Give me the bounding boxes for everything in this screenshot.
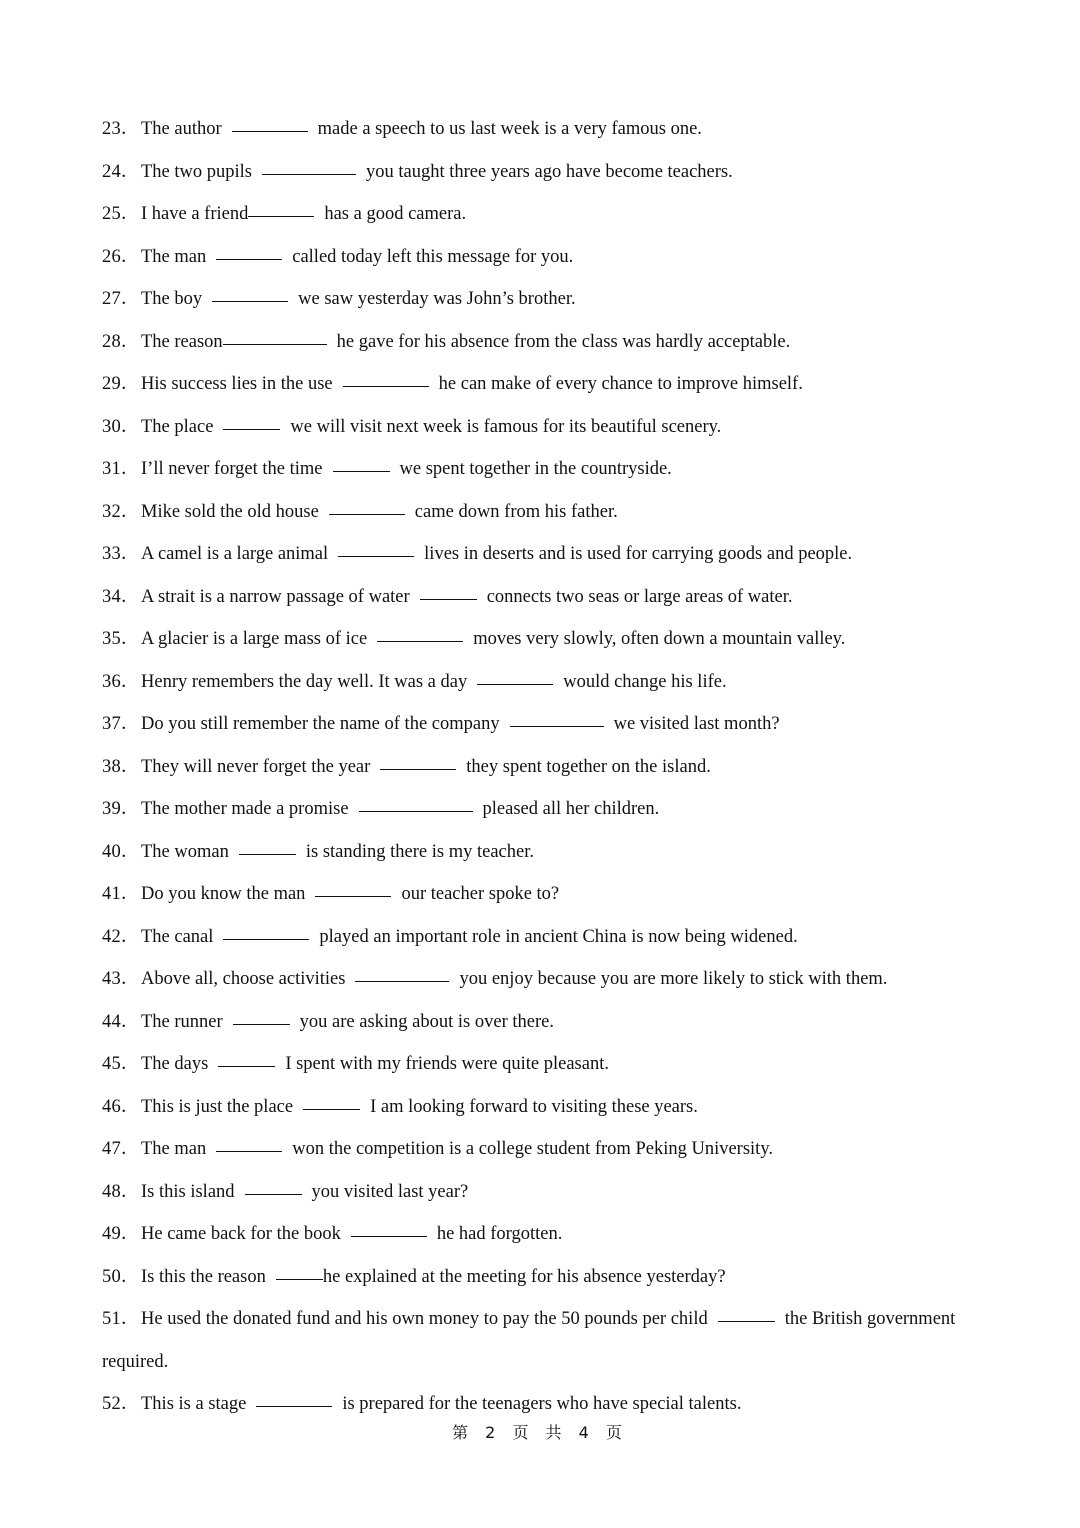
question-text-after: has a good camera. (324, 204, 467, 224)
question-text-after: we will visit next week is famous for its beautiful scenery. (290, 416, 722, 437)
question-text-after: made a speech to us last week is a very famous one. (317, 119, 702, 139)
question-text-after: they spent together on the island. (466, 756, 711, 777)
question-item (102, 576, 1002, 619)
question-item (102, 363, 1002, 406)
question-item (102, 831, 1002, 874)
answer-blank[interactable] (315, 895, 391, 897)
question-number: 44． (102, 1011, 140, 1032)
question-text-before: Do you know the man (141, 884, 306, 904)
answer-blank[interactable] (276, 1278, 323, 1280)
question-text-before: The mother made a promise (141, 799, 349, 819)
question-text-before: The author (141, 119, 222, 139)
answer-blank[interactable] (223, 343, 327, 345)
question-item (102, 151, 1002, 194)
answer-blank[interactable] (420, 598, 477, 600)
answer-blank[interactable] (218, 1065, 275, 1067)
answer-blank[interactable] (248, 215, 314, 217)
page-footer: 第 2 页 共 4 页 (452, 1423, 628, 1442)
answer-blank[interactable] (477, 683, 553, 685)
question-text-before: The man (141, 1139, 207, 1159)
question-item (102, 193, 1002, 236)
question-item (102, 448, 1002, 491)
question-number: 26． (102, 246, 140, 267)
answer-blank[interactable] (338, 555, 414, 557)
question-number: 42． (102, 926, 140, 947)
question-number: 39． (102, 799, 140, 819)
question-text-before: I have a friend (141, 204, 249, 224)
question-text-after: I spent with my friends were quite pleasant. (285, 1054, 609, 1074)
answer-blank[interactable] (359, 810, 473, 812)
answer-blank[interactable] (223, 938, 309, 940)
question-text-before: A strait is a narrow passage of water (141, 586, 410, 607)
question-list (102, 108, 1002, 1426)
question-text-after: is standing there is my teacher. (305, 841, 534, 862)
answer-blank[interactable] (329, 513, 405, 515)
answer-blank[interactable] (239, 853, 296, 855)
answer-blank[interactable] (351, 1235, 427, 1237)
question-text-after: he explained at the meeting for his absence yesterday? (322, 1266, 726, 1287)
answer-blank[interactable] (223, 428, 280, 430)
answer-blank[interactable] (333, 470, 390, 472)
question-text-after: pleased all her children. (482, 799, 660, 819)
question-item (102, 321, 1002, 364)
answer-blank[interactable] (232, 130, 308, 132)
question-item (102, 1128, 1002, 1171)
question-number: 33． (102, 544, 140, 564)
question-item (102, 618, 1002, 661)
question-text-before: Do you still remember the name of the company (141, 714, 500, 734)
answer-blank[interactable] (380, 768, 456, 770)
answer-blank[interactable] (355, 980, 449, 982)
question-number: 37． (102, 714, 140, 734)
question-number: 40． (102, 841, 140, 862)
question-text-after: the British government (784, 1309, 956, 1329)
question-number: 38． (102, 756, 140, 777)
question-item (102, 1298, 1002, 1383)
question-number: 24． (102, 161, 140, 182)
question-text-before: The place (141, 416, 214, 437)
question-text-before: The canal (141, 926, 214, 947)
question-item (102, 703, 1002, 746)
question-text-before: The two pupils (141, 161, 252, 182)
question-number: 43． (102, 969, 140, 989)
question-text-after: called today left this message for you. (292, 246, 574, 267)
question-text-after: you enjoy because you are more likely to stick with them. (459, 969, 888, 989)
question-text-before: A glacier is a large mass of ice (141, 629, 368, 649)
question-text-after: he had forgotten. (436, 1224, 563, 1244)
question-number: 45． (102, 1054, 140, 1074)
question-item (102, 788, 1002, 831)
question-item (102, 278, 1002, 321)
question-text-after: we saw yesterday was John’s brother. (298, 289, 576, 309)
question-text-before: The runner (141, 1011, 223, 1032)
question-item (102, 1001, 1002, 1044)
question-item (102, 661, 1002, 704)
answer-blank[interactable] (216, 258, 282, 260)
question-number: 30． (102, 416, 140, 437)
answer-blank[interactable] (343, 385, 429, 387)
question-text-after: he gave for his absence from the class was hardly acceptable. (336, 331, 791, 352)
question-text-after: won the competition is a college student from Peking University. (292, 1139, 773, 1159)
question-text-before: He used the donated fund and his own money to pay the 50 pounds per child (141, 1309, 708, 1329)
question-text-before: The woman (141, 841, 229, 862)
question-text-after: is prepared for the teenagers who have special talents. (342, 1394, 742, 1414)
question-text-before: His success lies in the use (141, 374, 333, 394)
question-item (102, 873, 1002, 916)
answer-blank[interactable] (262, 173, 356, 175)
answer-blank[interactable] (377, 640, 463, 642)
question-text-before: The man (141, 246, 207, 267)
answer-blank[interactable] (718, 1320, 775, 1322)
question-text-after: our teacher spoke to? (401, 884, 560, 904)
question-item (102, 108, 1002, 151)
question-number: 49． (102, 1224, 140, 1244)
question-text-after: I am looking forward to visiting these years. (370, 1096, 698, 1117)
question-text-before: Henry remembers the day well. It was a day (141, 671, 468, 692)
question-number: 50． (102, 1266, 140, 1287)
question-text-after: played an important role in ancient China is now being widened. (319, 926, 798, 947)
question-text-before: Is this island (141, 1181, 235, 1202)
question-text-before: Mike sold the old house (141, 501, 319, 522)
question-text-before: Above all, choose activities (141, 969, 346, 989)
question-item (102, 958, 1002, 1001)
question-text-before: He came back for the book (141, 1224, 341, 1244)
question-number: 46． (102, 1096, 140, 1117)
question-text-before: A camel is a large animal (141, 544, 329, 564)
question-text-after: he can make of every chance to improve himself. (438, 374, 803, 394)
question-item (102, 406, 1002, 449)
answer-blank[interactable] (216, 1150, 282, 1152)
question-number: 28． (102, 331, 140, 352)
answer-blank[interactable] (245, 1193, 302, 1195)
question-item (102, 236, 1002, 279)
answer-blank[interactable] (303, 1108, 360, 1110)
question-text-after: you visited last year? (311, 1181, 469, 1202)
question-number: 35． (102, 629, 140, 649)
question-number: 29． (102, 374, 140, 394)
answer-blank[interactable] (510, 725, 604, 727)
question-number: 52． (102, 1394, 140, 1414)
question-number: 27． (102, 289, 140, 309)
question-number: 47． (102, 1139, 140, 1159)
question-text-before: Is this the reason (141, 1266, 266, 1287)
question-text-before: This is just the place (141, 1096, 294, 1117)
question-number: 32． (102, 501, 140, 522)
answer-blank[interactable] (212, 300, 288, 302)
question-item (102, 1213, 1002, 1256)
question-item (102, 533, 1002, 576)
question-text-before: The reason (141, 331, 223, 352)
question-number: 31． (102, 459, 140, 479)
question-item (102, 1043, 1002, 1086)
question-text-after: moves very slowly, often down a mountain valley. (473, 629, 846, 649)
question-text-after: you taught three years ago have become teachers. (366, 161, 733, 182)
question-item (102, 1086, 1002, 1129)
question-number: 25． (102, 204, 140, 224)
question-text-after: lives in deserts and is used for carrying goods and people. (424, 544, 853, 564)
answer-blank[interactable] (256, 1405, 332, 1407)
question-text-after: you are asking about is over there. (299, 1011, 554, 1032)
question-number: 41． (102, 884, 140, 904)
question-text-before: The days (141, 1054, 209, 1074)
question-text-after: would change his life. (563, 671, 727, 692)
question-text-after: came down from his father. (414, 501, 618, 522)
question-text-before: I’ll never forget the time (141, 459, 323, 479)
question-item (102, 916, 1002, 959)
question-item (102, 746, 1002, 789)
question-number: 34． (102, 586, 140, 607)
question-item (102, 491, 1002, 534)
question-text-before: They will never forget the year (141, 756, 371, 777)
question-text-continuation: required. (102, 1351, 169, 1372)
question-number: 51． (102, 1309, 140, 1329)
question-text-after: we visited last month? (613, 714, 780, 734)
question-item (102, 1256, 1002, 1299)
question-number: 23． (102, 119, 140, 139)
question-item (102, 1171, 1002, 1214)
answer-blank[interactable] (233, 1023, 290, 1025)
question-text-after: we spent together in the countryside. (399, 459, 672, 479)
question-number: 36． (102, 671, 140, 692)
question-text-before: This is a stage (141, 1394, 247, 1414)
question-number: 48． (102, 1181, 140, 1202)
question-text-after: connects two seas or large areas of water. (486, 586, 793, 607)
question-text-before: The boy (141, 289, 203, 309)
